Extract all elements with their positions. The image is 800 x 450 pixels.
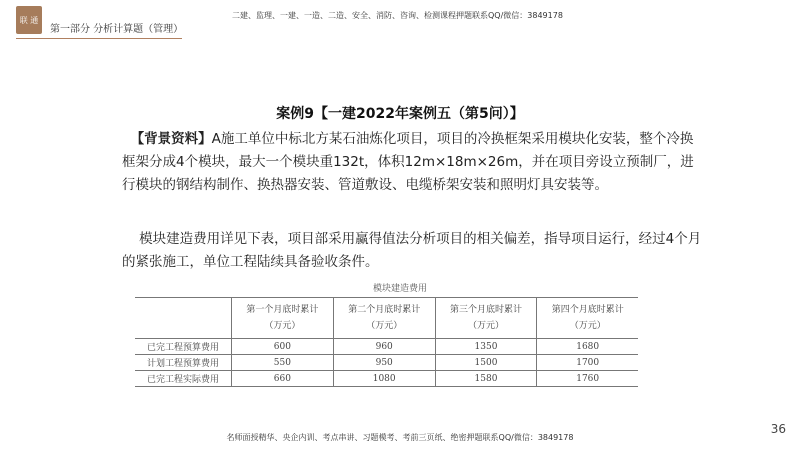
table-header-cell: 第三个月底时累计 （万元） [435,298,537,339]
table-cell: 1350 [435,339,537,355]
table-caption: 模块建造费用 [372,284,427,294]
table-cell: 550 [232,355,334,371]
case-title: 案例9【一建2022年案例五（第5问）】 [276,106,524,122]
table-header-cell: 第四个月底时累计 （万元） [537,298,638,339]
table-cell: 660 [232,371,334,387]
table-header-cell [135,298,232,339]
table-cell: 1580 [435,371,537,387]
header-contact: 二建、监理、一建、一造、二造、安全、消防、咨询、检测课程押题联系QQ/微信：3849178 [232,11,563,20]
row-label: 已完工程预算费用 [135,339,232,355]
section-title: 第一部分 分析计算题（管理） [50,24,184,35]
table-header-cell: 第二个月底时累计 （万元） [333,298,435,339]
cost-table [135,297,638,387]
header-divider [16,38,182,39]
background-text: A施工单位中标北方某石油炼化项目，项目的冷换框架采用模块化安装，整个冷换框架分成4个模块，最大一个模块重132t，体积12m×18m×26m，并在项目旁设立预制厂，进行模块的钢结构制作、换热器安装、管道敷设、电缆桥架安装和照明灯具安装等。 [122,131,694,193]
table-row [135,371,638,387]
cost-paragraph-text: 模块建造费用详见下表，项目部采用赢得值法分析项目的相关偏差，指导项目运行，经过4个月的紧张施工，单位工程陆续具备验收条件。 [122,231,702,270]
table-header-cell: 第一个月底时累计 （万元） [232,298,334,339]
cost-paragraph [122,228,702,274]
table-cell: 1500 [435,355,537,371]
row-label: 计划工程预算费用 [135,355,232,371]
table-cell: 600 [232,339,334,355]
table-row [135,339,638,355]
table-header-row [135,298,638,339]
table-cell: 1680 [537,339,638,355]
footer-text: 名师面授精华、央企内训、考点串讲、习题模考、考前三页纸、绝密押题联系QQ/微信：3849178 [226,433,574,442]
table-cell: 1700 [537,355,638,371]
table-cell: 1760 [537,371,638,387]
background-paragraph [122,128,702,197]
logo-text: 联 通 [19,15,39,25]
background-tag: 【背景资料】 [130,131,212,147]
logo [16,6,42,34]
table-row [135,355,638,371]
page-number: 36 [770,422,786,436]
table-cell: 960 [333,339,435,355]
table-cell: 950 [333,355,435,371]
row-label: 已完工程实际费用 [135,371,232,387]
table-cell: 1080 [333,371,435,387]
